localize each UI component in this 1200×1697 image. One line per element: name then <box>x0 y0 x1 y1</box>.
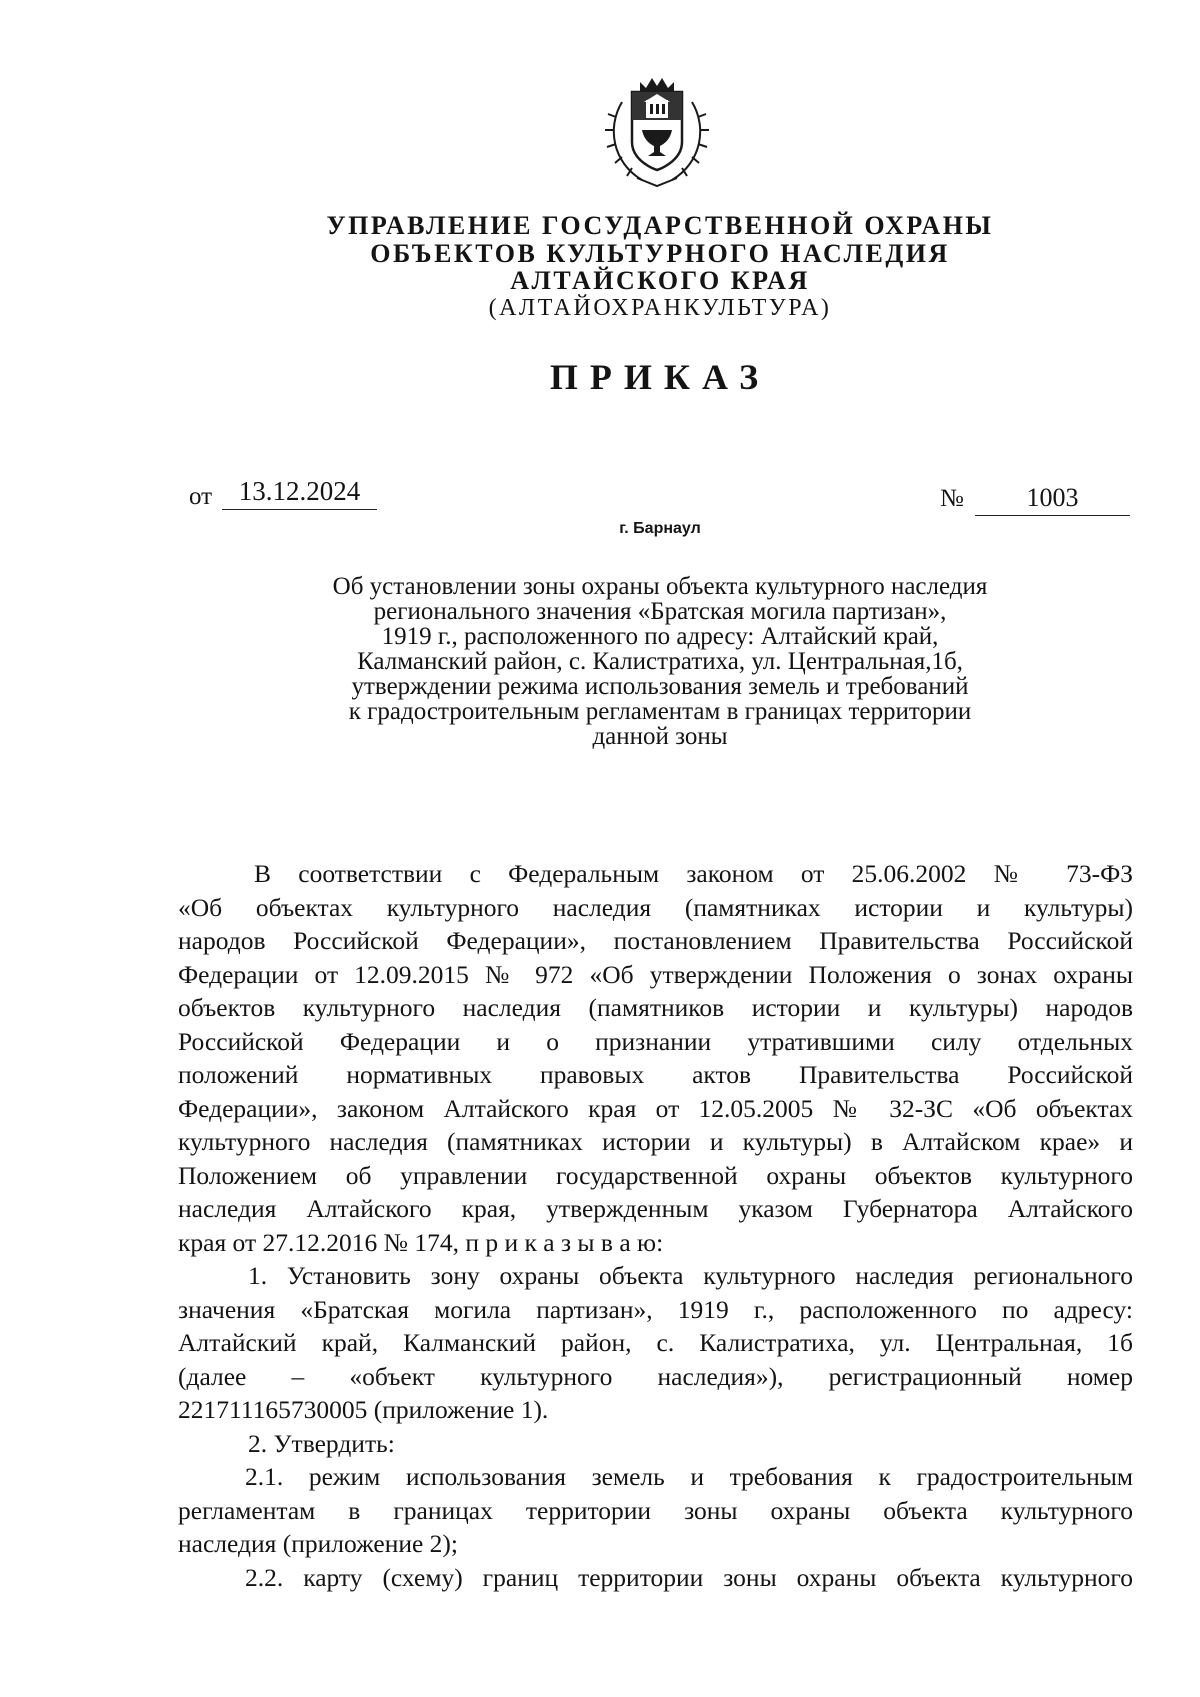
preamble-line: наследия Алтайского края, утвержденным указом Губернатора Алтайского <box>178 1194 1133 1223</box>
preamble-line: Федерации от 12.09.2015 № 972 «Об утверждении Положения о зонах охраны <box>178 959 1133 989</box>
org-name-line2: ОБЪЕКТОВ КУЛЬТУРНОГО НАСЛЕДИЯ <box>370 239 950 268</box>
document-number: 1003 <box>975 483 1130 516</box>
subject-line: Об установлении зоны охраны объекта культурного наследия <box>332 573 988 600</box>
item2-1-line: регламентам в границах территории зоны охраны объекта культурного <box>178 1495 1133 1525</box>
document-subject <box>200 574 1120 749</box>
preamble-line: Положением об управлении государственной охраны объектов культурного <box>178 1160 1133 1190</box>
item1-line: Алтайский край, Калманский район, с. Калистратиха, ул. Центральная, 1б <box>178 1328 1133 1357</box>
preamble-line: объектов культурного наследия (памятников истории и культуры) народов <box>178 993 1133 1022</box>
preamble-line: положений нормативных правовых актов Правительства Российской <box>178 1060 1133 1089</box>
date-label: от <box>189 483 213 510</box>
item1-line: (далее – «объект культурного наследия»), регистрационный номер <box>178 1361 1133 1391</box>
org-name-line3: АЛТАЙСКОГО КРАЯ <box>510 266 810 295</box>
preamble-line: Российской Федерации и о признании утратившими силу отдельных <box>178 1026 1133 1056</box>
preamble-line: культурного наследия (памятниках истории и культуры) в Алтайском крае» и <box>178 1127 1133 1156</box>
preamble-line: народов Российской Федерации», постановлением Правительства Российской <box>178 926 1133 955</box>
document-type-title: ПРИКАЗ <box>549 357 771 397</box>
item2-heading: 2. Утвердить: <box>248 1428 395 1458</box>
item1-line: значения «Братская могила партизан», 1919 г., расположенного по адресу: <box>178 1294 1133 1324</box>
org-name-line1: УПРАВЛЕНИЕ ГОСУДАРСТВЕННОЙ ОХРАНЫ <box>326 211 994 240</box>
subject-line: Калманский район, с. Калистратиха, ул. Центральная,1б, <box>357 648 963 675</box>
org-abbreviation: (АЛТАЙОХРАНКУЛЬТУРА) <box>488 295 832 321</box>
preamble-line: В соответствии с Федеральным законом от 25.06.2002 № 73-ФЗ <box>254 859 1133 888</box>
preamble-line: Федерации», законом Алтайского края от 12.05.2005 № 32-ЗС «Об объектах <box>178 1093 1133 1123</box>
item2-1-line: наследия (приложение 2); <box>178 1529 459 1558</box>
number-label: № <box>940 485 964 512</box>
city: г. Барнаул <box>619 520 701 537</box>
item2-2-line: 2.2. карту (схему) границ территории зоны охраны объекта культурного <box>245 1562 1133 1592</box>
altai-krai-coat-of-arms-icon <box>602 72 712 192</box>
document-body <box>178 857 1133 1594</box>
item1-line: 221711165730005 (приложение 1). <box>178 1395 549 1424</box>
subject-line: регионального значения «Братская могила партизан», <box>373 598 947 625</box>
subject-line: 1919 г., расположенного по адресу: Алтайский край, <box>381 623 939 650</box>
preamble-line: края от 27.12.2016 № 174, п р и к а з ы в а ю: <box>178 1227 664 1257</box>
item1-line: 1. Установить зону охраны объекта культурного наследия регионального <box>248 1261 1133 1290</box>
document-date: 13.12.2024 <box>222 476 377 510</box>
item2-1-line: 2.1. режим использования земель и требования к градостроительным <box>245 1462 1133 1491</box>
preamble-line: «Об объектах культурного наследия (памятниках истории и культуры) <box>178 892 1133 922</box>
subject-line: утверждении режима использования земель и требований <box>351 673 969 700</box>
subject-line: данной зоны <box>592 723 728 750</box>
subject-line: к градостроительным регламентам в границах территории <box>348 698 972 725</box>
